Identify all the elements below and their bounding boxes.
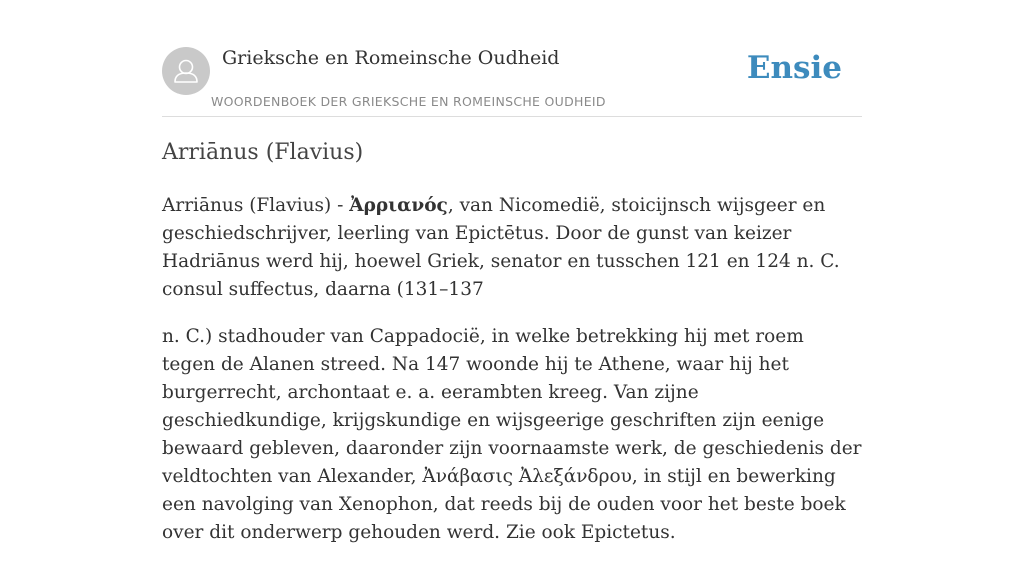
entry-title: Arriānus (Flavius) [162, 140, 364, 165]
dictionary-title[interactable]: Grieksche en Romeinsche Oudheid [222, 47, 560, 69]
entry-paragraph [162, 192, 862, 304]
entry-paragraph: n. C.) stadhouder van Cappadocië, in welke betrekking hij met roem tegen de Alanen streed. Na 147 woonde hij te Athene, waar hij het burgerrecht, archontaat e. a. eerambten kreeg. Van zijne geschiedkundige, krijgskundige en wijsgeerige geschriften zijn eenige bewaard gebleven, daaronder zijn voornaamste werk, de geschiedenis der veldtochten van Alexander, Ἀνάβασις Ἀλεξάνδρου, in stijl en bewerking een navolging van Xenophon, dat reeds bij de ouden voor het beste boek over dit onderwerp gehouden werd. Zie ook Epictetus. [162, 326, 862, 543]
entry-content [162, 192, 862, 566]
ensie-logo-link[interactable]: Ensie [746, 50, 842, 86]
dictionary-header [162, 44, 862, 117]
avatar[interactable] [162, 47, 210, 95]
user-silhouette-icon [162, 47, 210, 95]
entry-text: , van Nicomedië, stoicijnsch wijsgeer en geschiedschrijver, leerling van Epictētus. Door de gunst van keizer Hadriānus werd hij, hoewel Griek, senator en tusschen 121 en 124 n. C. consul suffectus, daarna (131–137 [162, 195, 840, 300]
dictionary-subtitle: WOORDENBOEK DER GRIEKSCHE EN ROMEINSCHE OUDHEID [211, 94, 606, 109]
entry-term: Arriānus (Flavius) - [162, 195, 350, 216]
greek-term: Ἀρριανός [349, 195, 448, 216]
